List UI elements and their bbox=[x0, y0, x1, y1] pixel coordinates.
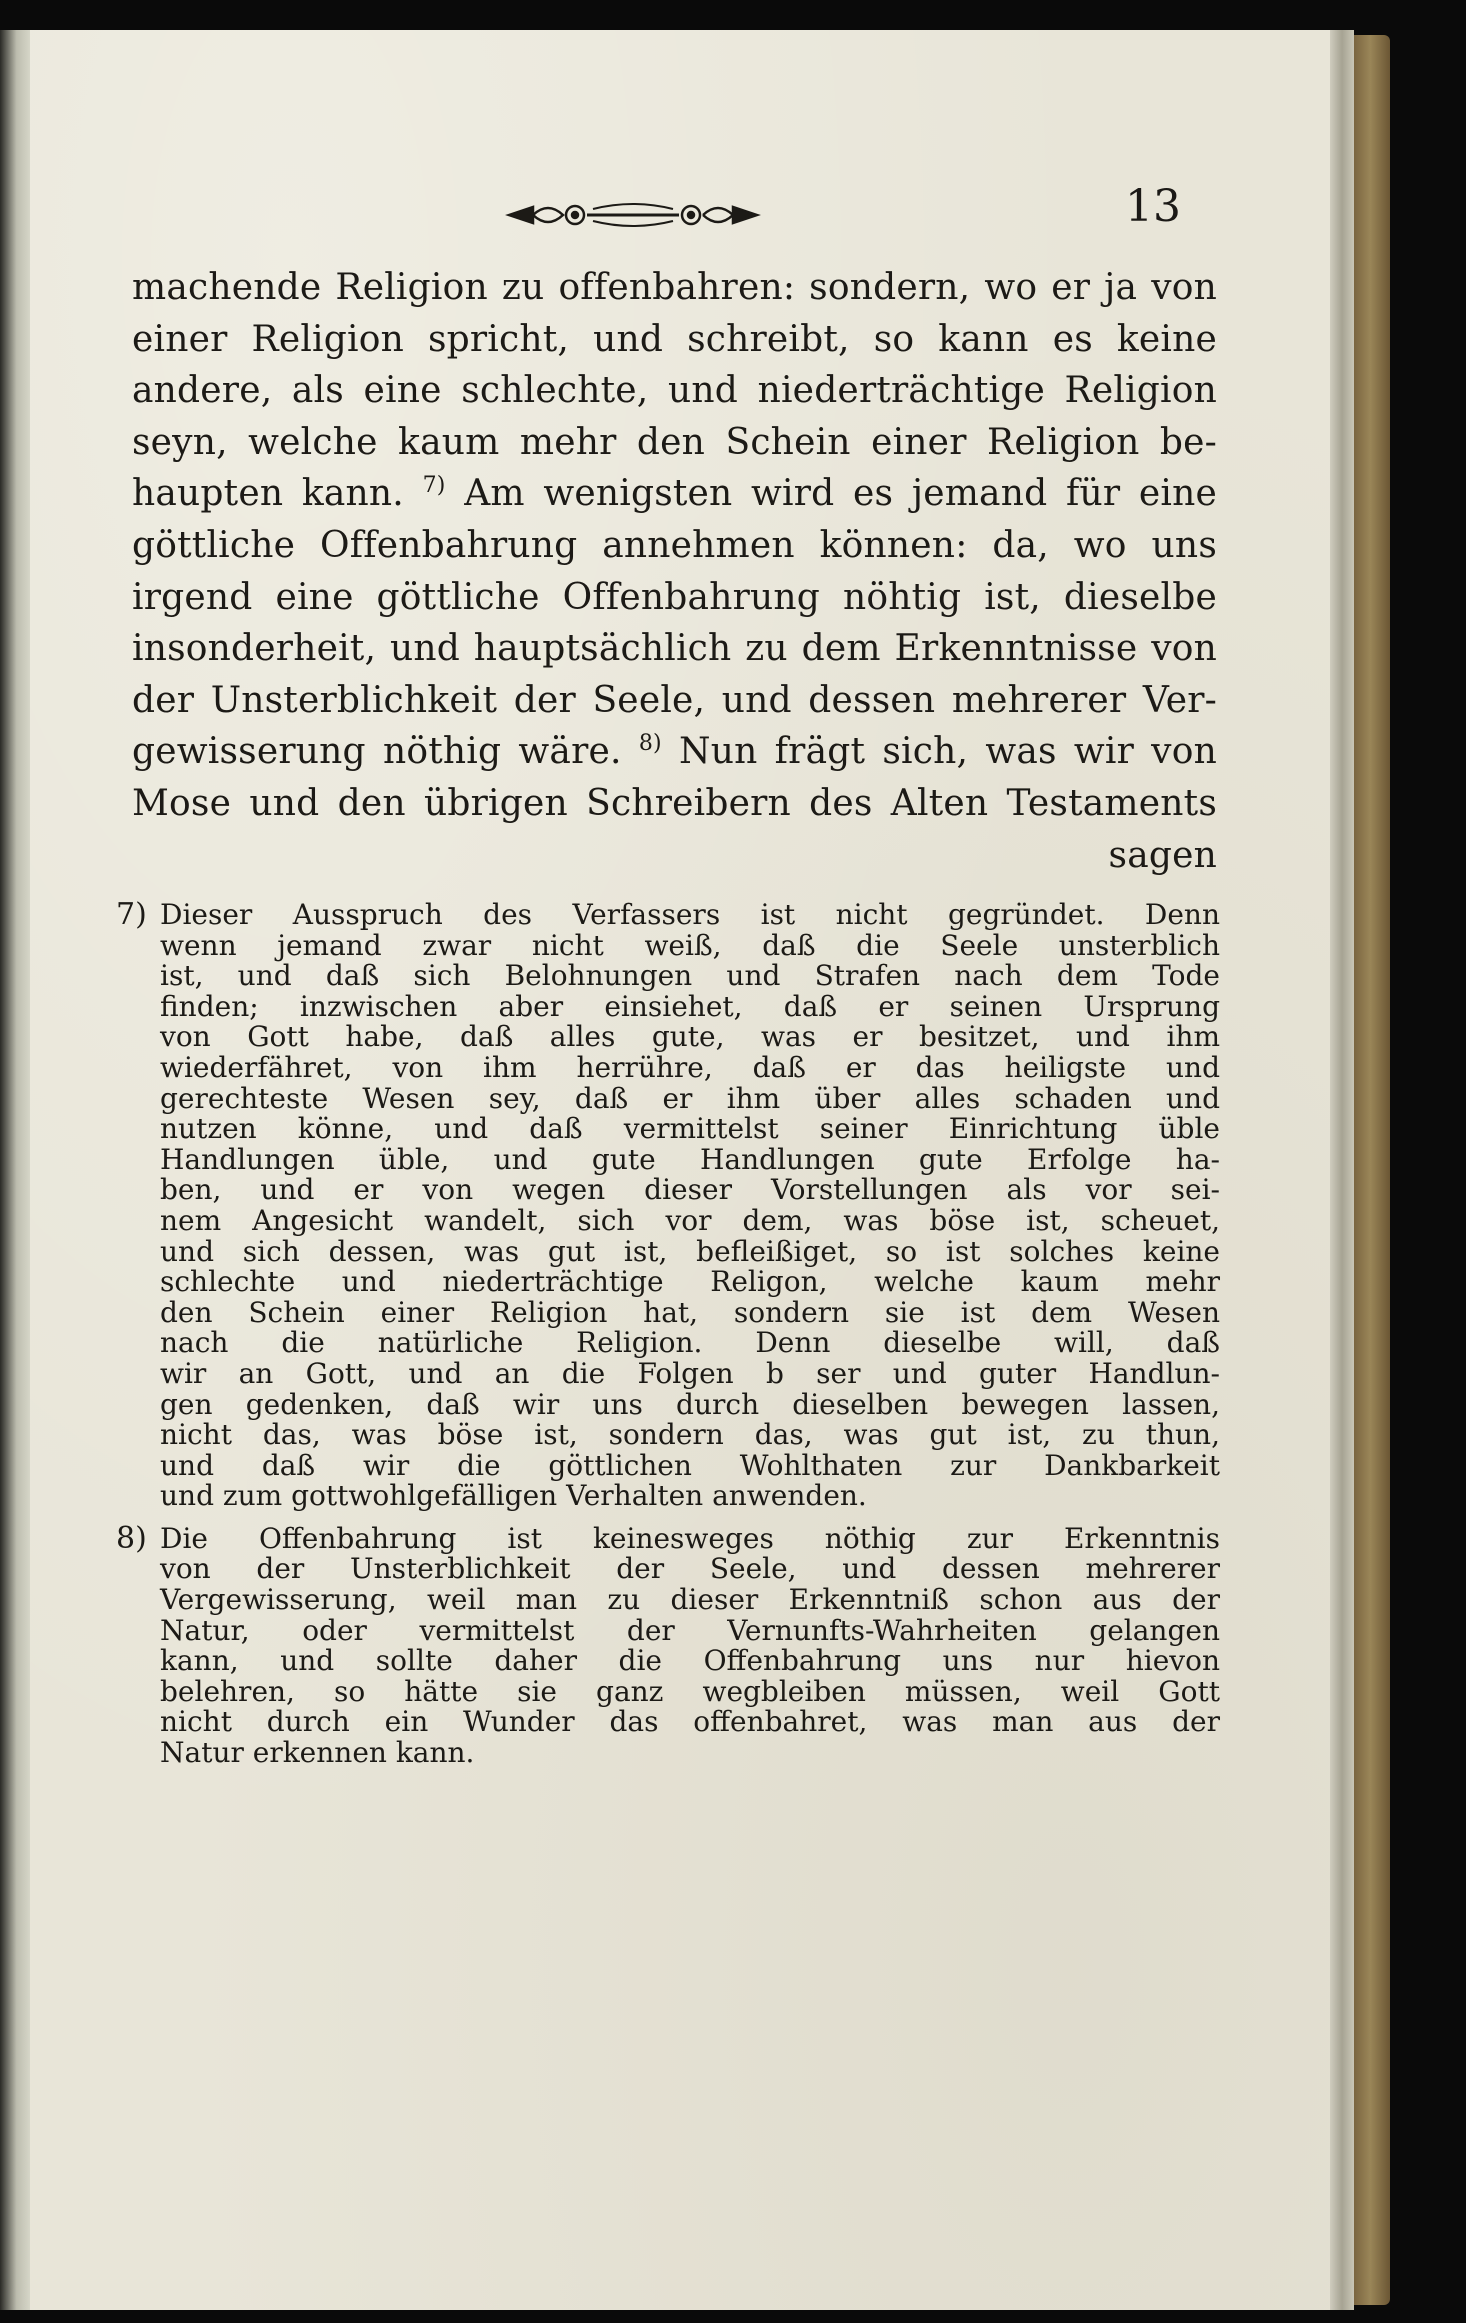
decorative-rule-ornament-icon bbox=[503, 195, 763, 235]
main-body-text bbox=[132, 262, 1217, 881]
footnote-line: gen gedenken, daß wir uns durch dieselben bewegen lassen, bbox=[160, 1387, 1220, 1421]
body-line bbox=[132, 726, 1217, 778]
footnote-7 bbox=[116, 897, 1220, 1513]
footnote-marker: 8) bbox=[116, 1520, 147, 1556]
footnote-line: Natur erkennen kann. bbox=[160, 1736, 475, 1770]
previous-page-edge bbox=[0, 30, 30, 2310]
body-line-part: haupten kann. bbox=[132, 473, 404, 515]
body-line-part: Nun frägt sich, was wir von bbox=[679, 731, 1217, 773]
footnote-line: finden; inzwischen aber einsiehet, daß er seinen Ursprung bbox=[160, 989, 1220, 1023]
footnote-line: wir an Gott, und an die Folgen b ser und guter Handlun- bbox=[160, 1356, 1220, 1390]
footnote-line: von der Unsterblichkeit der Seele, und dessen mehrerer bbox=[160, 1552, 1220, 1586]
footnote-line: Vergewisserung, weil man zu dieser Erkenntniß schon aus der bbox=[160, 1583, 1220, 1617]
body-line: Mose und den übrigen Schreibern des Alten Testaments bbox=[132, 782, 1217, 824]
footnote-line: und zum gottwohlgefälligen Verhalten anwenden. bbox=[160, 1479, 867, 1513]
footnote-line: nem Angesicht wandelt, sich vor dem, was böse ist, scheuet, bbox=[160, 1203, 1220, 1237]
page-stack-edge bbox=[1330, 30, 1354, 2310]
footnote-line: belehren, so hätte sie ganz wegbleiben müssen, weil Gott bbox=[160, 1674, 1220, 1708]
body-line: insonderheit, und hauptsächlich zu dem Erkenntnisse von bbox=[132, 628, 1217, 670]
footnote-8 bbox=[116, 1520, 1220, 1770]
footnote-line: kann, und sollte daher die Offenbahrung uns nur hievon bbox=[160, 1644, 1220, 1678]
footnote-line: Handlungen üble, und gute Handlungen gute Erfolge ha- bbox=[160, 1142, 1220, 1176]
footnote-line: den Schein einer Religion hat, sondern sie ist dem Wesen bbox=[160, 1295, 1220, 1329]
footnote-line: schlechte und niederträchtige Religon, welche kaum mehr bbox=[160, 1265, 1220, 1299]
body-line: der Unsterblichkeit der Seele, und dessen mehrerer Ver- bbox=[132, 679, 1217, 721]
footnote-line: wenn jemand zwar nicht weiß, daß die Seele unsterblich bbox=[160, 928, 1220, 962]
body-line bbox=[132, 468, 1217, 520]
body-line: irgend eine göttliche Offenbahrung nöhtig ist, dieselbe bbox=[132, 576, 1217, 618]
footnote-line: von Gott habe, daß alles gute, was er besitzet, und ihm bbox=[160, 1020, 1220, 1054]
footnote-marker: 7) bbox=[116, 897, 147, 932]
footnote-line: Natur, oder vermittelst der Vernunfts-Wahrheiten gelangen bbox=[160, 1613, 1220, 1647]
footnote-line: und sich dessen, was gut ist, befleißiget, so ist solches keine bbox=[160, 1234, 1220, 1268]
footnote-line: wiederfähret, von ihm herrühre, daß er das heiligste und bbox=[160, 1050, 1220, 1084]
body-line-part: Am wenigsten wird es jemand für eine bbox=[464, 473, 1217, 515]
body-line: einer Religion spricht, und schreibt, so kann es keine bbox=[132, 318, 1217, 360]
running-header bbox=[495, 181, 1195, 245]
catchword: sagen bbox=[1108, 834, 1217, 876]
footnote-line: und daß wir die göttlichen Wohlthaten zur Dankbarkeit bbox=[160, 1448, 1220, 1482]
footnote-line: nicht durch ein Wunder das offenbahret, was man aus der bbox=[160, 1705, 1220, 1739]
footnote-line: Die Offenbahrung ist keinesweges nöthig zur Erkenntnis bbox=[160, 1521, 1220, 1555]
footnote-line: ist, und daß sich Belohnungen und Strafen nach dem Tode bbox=[160, 959, 1220, 993]
footnote-line: Dieser Ausspruch des Verfassers ist nicht gegründet. Denn bbox=[160, 898, 1220, 931]
footnote-ref-7: 7) bbox=[422, 473, 446, 499]
page-number: 13 bbox=[1125, 181, 1181, 232]
footnote-line: ben, und er von wegen dieser Vorstellungen als vor sei- bbox=[160, 1173, 1220, 1207]
body-line: machende Religion zu offenbahren: sondern, wo er ja von bbox=[132, 267, 1217, 308]
footnote-line: gerechteste Wesen sey, daß er ihm über alles schaden und bbox=[160, 1081, 1220, 1115]
body-line: andere, als eine schlechte, und niederträchtige Religion bbox=[132, 370, 1217, 412]
footnote-ref-8: 8) bbox=[638, 731, 662, 757]
footnote-line: nutzen könne, und daß vermittelst seiner Einrichtung üble bbox=[160, 1112, 1220, 1146]
footnote-line: nicht das, was böse ist, sondern das, was gut ist, zu thun, bbox=[160, 1418, 1220, 1452]
footnotes bbox=[116, 897, 1220, 1770]
footnote-line: nach die natürliche Religion. Denn dieselbe will, daß bbox=[160, 1326, 1220, 1360]
body-line: göttliche Offenbahrung annehmen können: da, wo uns bbox=[132, 524, 1217, 566]
body-line: seyn, welche kaum mehr den Schein einer Religion be- bbox=[132, 421, 1217, 463]
book-cover-edge bbox=[1354, 35, 1390, 2305]
body-line-part: gewisserung nöthig wäre. bbox=[132, 731, 622, 773]
